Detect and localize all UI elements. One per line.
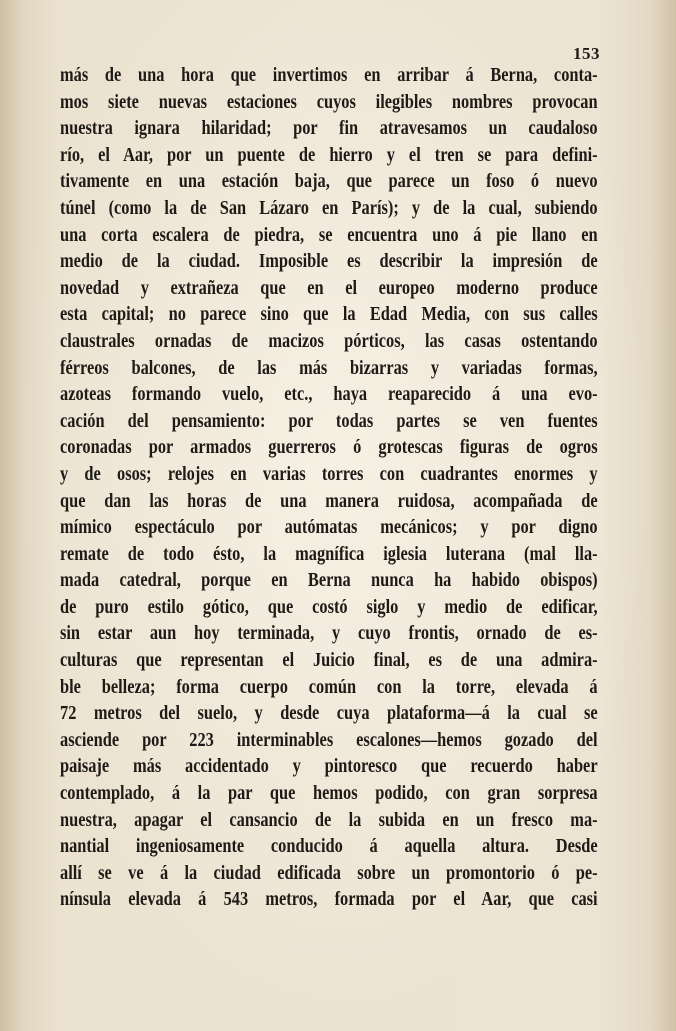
text-line: contemplado, á la par que hemos podido, con gran sorpresa xyxy=(60,783,598,805)
page-number: 153 xyxy=(573,44,600,63)
text-line: mos siete nuevas estaciones cuyos ilegibles nombres provocan xyxy=(60,91,598,113)
text-line: túnel (como la de San Lázaro en París); y de la cual, subiendo xyxy=(60,197,598,219)
text-line: nínsula elevada á 543 metros, formada por el Aar, que casi xyxy=(60,889,598,911)
text-line: más de una hora que invertimos en arribar á Berna, conta- xyxy=(60,65,598,86)
text-line: paisaje más accidentado y pintoresco que recuerdo haber xyxy=(60,756,598,778)
text-line: cación del pensamiento: por todas partes se ven fuentes xyxy=(60,410,598,432)
text-line: nuestra, apagar el cansancio de la subida en un fresco ma- xyxy=(60,809,598,831)
text-line: mada catedral, porque en Berna nunca ha habido obispos) xyxy=(60,570,598,592)
text-line: novedad y extrañeza que en el europeo moderno produce xyxy=(60,277,598,299)
text-line: culturas que representan el Juicio final, es de una admira- xyxy=(60,650,598,672)
text-line: claustrales ornadas de macizos pórticos, las casas ostentando xyxy=(60,330,598,352)
text-line: allí se ve á la ciudad edificada sobre un promontorio ó pe- xyxy=(60,862,598,884)
text-line: que dan las horas de una manera ruidosa, acompañada de xyxy=(60,490,598,512)
text-line: férreos balcones, de las más bizarras y variadas formas, xyxy=(60,357,598,379)
text-line: ble belleza; forma cuerpo común con la torre, elevada á xyxy=(60,676,598,698)
text-line: azoteas formando vuelo, etc., haya reaparecido á una evo- xyxy=(60,384,598,406)
text-line: sin estar aun hoy terminada, y cuyo frontis, ornado de es- xyxy=(60,623,598,645)
text-line: asciende por 223 interminables escalones—hemos gozado del xyxy=(60,729,598,751)
text-line: de puro estilo gótico, que costó siglo y medio de edificar, xyxy=(60,596,598,618)
body-text xyxy=(60,63,598,914)
text-line: medio de la ciudad. Imposible es describir la impresión de xyxy=(60,251,598,273)
text-line: una corta escalera de piedra, se encuentra uno á pie llano en xyxy=(60,224,598,246)
text-line: 72 metros del suelo, y desde cuya plataforma—á la cual se xyxy=(60,703,598,725)
text-line: remate de todo ésto, la magnífica iglesia luterana (mal lla- xyxy=(60,543,598,565)
text-line: nantial ingeniosamente conducido á aquella altura. Desde xyxy=(60,836,598,858)
text-line: esta capital; no parece sino que la Edad Media, con sus calles xyxy=(60,304,598,326)
text-line: nuestra ignara hilaridad; por fin atravesamos un caudaloso xyxy=(60,118,598,140)
text-line: río, el Aar, por un puente de hierro y el tren se para defini- xyxy=(60,144,598,166)
text-line: mímico espectáculo por autómatas mecánicos; y por digno xyxy=(60,517,598,539)
text-line: tivamente en una estación baja, que parece un foso ó nuevo xyxy=(60,171,598,193)
text-line: y de osos; relojes en varias torres con cuadrantes enormes y xyxy=(60,463,598,485)
text-line: coronadas por armados guerreros ó grotescas figuras de ogros xyxy=(60,437,598,459)
